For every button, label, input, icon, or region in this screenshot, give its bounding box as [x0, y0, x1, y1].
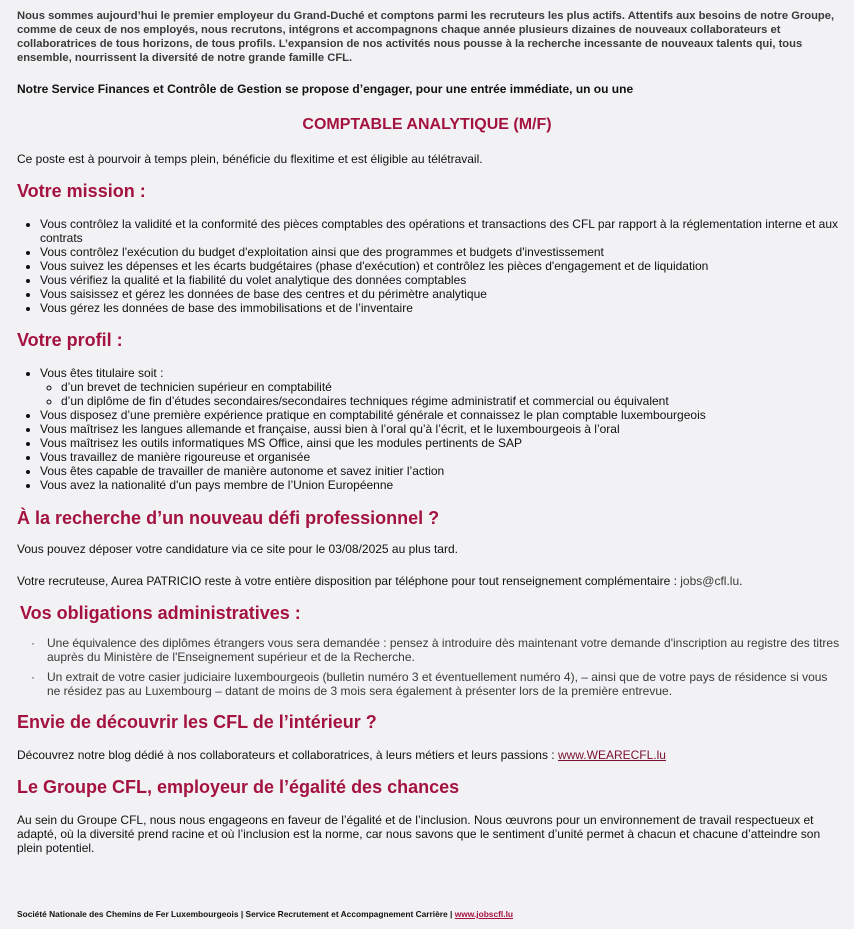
blog-link[interactable]: www.WEARECFL.lu: [557, 748, 666, 762]
list-item: · Une équivalence des diplômes étrangers vous sera demandée : pensez à introduire dès maintenant votre demande d'inscription au registre des titres auprès du Ministère de l'Enseignement supérieur et de la Recherche.: [47, 636, 844, 664]
list-item: • Vous contrôlez l'exécution du budget d'exploitation ainsi que des programmes et budgets d'investissement: [40, 245, 844, 259]
list-item: [40, 366, 844, 408]
egalite-heading: Le Groupe CFL, employeur de l’égalité des chances: [17, 777, 460, 797]
sub-list-item: ◦ d’un brevet de technicien supérieur en comptabilité: [61, 380, 844, 394]
list-item: • Vous travaillez de manière rigoureuse et organisée: [40, 450, 844, 464]
contact-suffix: .: [739, 574, 743, 588]
contact-email[interactable]: jobs@cfl.lu: [680, 574, 740, 588]
lead-sentence: Notre Service Finances et Contrôle de Gestion se propose d’engager, pour une entrée immédiate, un ou une: [17, 82, 634, 96]
list-item: • Vous suivez les dépenses et les écarts budgétaires (phase d'exécution) et contrôlez les pièces d'engagement et de liquidation: [40, 259, 844, 273]
list-item: • Vous avez la nationalité d'un pays membre de l’Union Européenne: [40, 478, 844, 492]
intro-paragraph: Nous sommes aujourd’hui le premier employeur du Grand-Duché et comptons parmi les recruteurs les plus actifs. Attentifs aux besoins de notre Groupe, comme de ceux de nos employés, nous recrutons, intégrons et accompagnons chaque année plusieurs dizaines de nouveaux collaborateurs et collaboratrices de tous horizons, de tous profils. L’expansion de nos activités nous pousse à la recherche incessante de nouveaux talents qui, tous ensemble, nourrissent la diversité de notre grande famille CFL.: [17, 10, 835, 64]
list-item: • Vous disposez d’une première expérience pratique en comptabilité générale et connaissez le plan comptable luxembourgeois: [40, 408, 844, 422]
list-item-text: Vous êtes titulaire soit :: [40, 366, 164, 380]
deadline-text: Vous pouvez déposer votre candidature via ce site pour le 03/08/2025 au plus tard.: [17, 542, 458, 556]
sub-list-item: ◦ d’un diplôme de fin d’études secondaires/secondaires techniques régime administratif et commercial ou équivalent: [61, 394, 844, 408]
defi-heading: À la recherche d’un nouveau défi professionnel ?: [17, 508, 440, 528]
profil-list: [17, 366, 844, 492]
obligations-heading: Vos obligations administratives :: [20, 603, 301, 623]
list-item: • Vous maîtrisez les outils informatiques MS Office, ainsi que les modules pertinents de SAP: [40, 436, 844, 450]
list-item: · Un extrait de votre casier judiciaire luxembourgeois (bulletin numéro 3 et éventuellement numéro 4), – ainsi que de votre pays de résidence si vous ne résidez pas au Luxembourg – datant de moins de 3 mois sera également à présenter lors de la première entrevue.: [47, 670, 844, 698]
list-item: • Vous contrôlez la validité et la conformité des pièces comptables des opérations et transactions des CFL par rapport à la réglementation interne et aux contrats: [40, 217, 844, 245]
profil-heading: Votre profil :: [17, 330, 123, 350]
list-item: • Vous maîtrisez les langues allemande et française, aussi bien à l’oral qu’à l’écrit, et le luxembourgeois à l’oral: [40, 422, 844, 436]
contact-text: [17, 574, 840, 588]
list-item: • Vous gérez les données de base des immobilisations et de l’inventaire: [40, 301, 844, 315]
footer-text: Société Nationale des Chemins de Fer Luxembourgeois | Service Recrutement et Accompagnement Carrière |: [17, 909, 455, 919]
list-item: • Vous vérifiez la qualité et la fiabilité du volet analytique des données comptables: [40, 273, 844, 287]
egalite-text: Au sein du Groupe CFL, nous nous engageons en faveur de l’égalité et de l’inclusion. Nous œuvrons pour un environnement de travail respectueux et adapté, où la diversité prend racine et où l’inclusion est la norme, car nous savons que le sentiment d’unité permet à chacun et chacune d’atteindre son plein potentiel.: [17, 813, 821, 855]
footer: [17, 909, 513, 919]
sub-list: [40, 380, 844, 408]
job-title: COMPTABLE ANALYTIQUE (M/F): [302, 116, 552, 133]
list-item: • Vous êtes capable de travailler de manière autonome et savez initier l’action: [40, 464, 844, 478]
footer-link[interactable]: www.jobscfl.lu: [454, 909, 514, 919]
mission-list: [17, 217, 844, 315]
list-item: • Vous saisissez et gérez les données de base des centres et du périmètre analytique: [40, 287, 844, 301]
contact-prefix: Votre recruteuse, Aurea PATRICIO reste à votre entière disposition par téléphone pour tout renseignement complémentaire :: [17, 574, 681, 588]
conditions-text: Ce poste est à pourvoir à temps plein, bénéficie du flexitime et est éligible au télétravail.: [17, 152, 483, 166]
obligations-list: [17, 636, 844, 704]
blog-text: [17, 748, 840, 762]
mission-heading: Votre mission :: [17, 181, 146, 201]
blog-text-body: Découvrez notre blog dédié à nos collaborateurs et collaboratrices, à leurs métiers et leurs passions :: [17, 748, 558, 762]
blog-heading: Envie de découvrir les CFL de l’intérieur ?: [17, 712, 377, 732]
